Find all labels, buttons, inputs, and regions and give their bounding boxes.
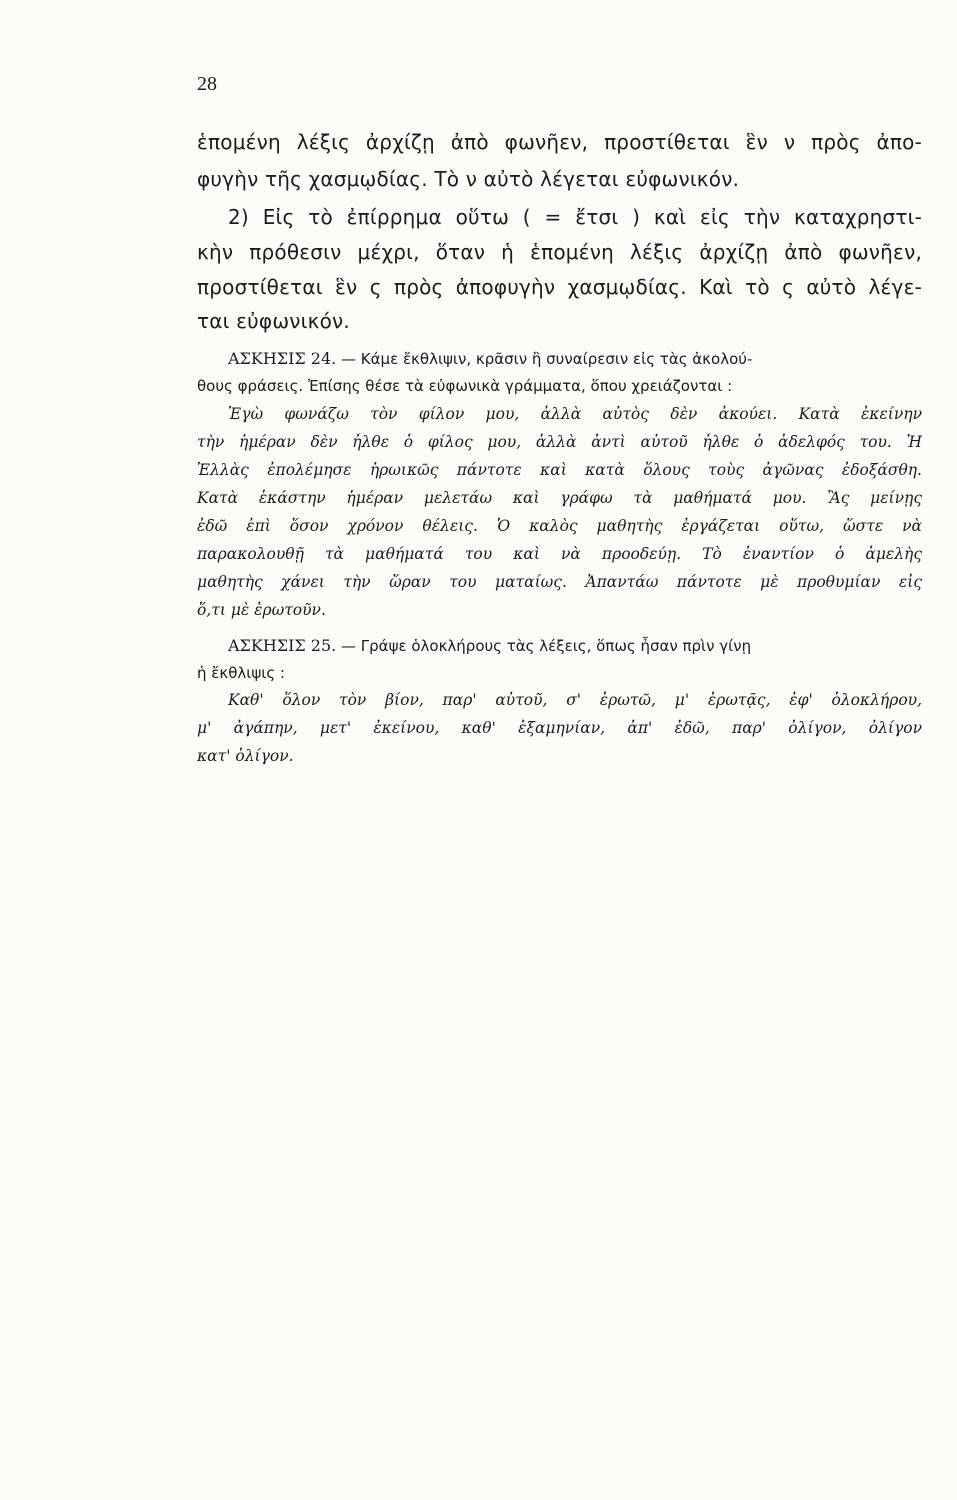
paragraph-1-line-1: ἑπομένη λέξις ἀρχίζῃ ἀπὸ φωνῆεν, προστίθεται ἓν ν πρὸς ἀπο- [197,130,922,154]
exercise-24-heading: ΑΣΚΗΣΙΣ 24. [228,349,337,368]
exercise-24-line-1 [228,349,922,368]
exercise-25-words-1: Καθ' ὅλον τὸν βίον, παρ' αὐτοῦ, σ' ἐρωτῶ, μ' ἐρωτᾷς, ἐφ' ὁλοκλήρου, [228,691,922,709]
exercise-24-instruction-2: θους φράσεις. Ἐπίσης θέσε τὰ εὐφωνικὰ γράμματα, ὅπου χρειάζονται : [197,377,733,395]
exercise-24-sentence-2: τὴν ἡμέραν δὲν ἦλθε ὁ φίλος μου, ἀλλὰ ἀντὶ αὐτοῦ ἦλθε ὁ ἀδελφός του. Ἡ [197,433,922,451]
exercise-24-sentence-6: παρακολουθῇ τὰ μαθήματά του καὶ νὰ προοδεύῃ. Τὸ ἐναντίον ὁ ἀμελὴς [197,545,922,563]
page-number: 28 [197,73,217,95]
exercise-24-sentence-3: Ἑλλὰς ἐπολέμησε ἡρωικῶς πάντοτε καὶ κατὰ ὅλους τοὺς ἀγῶνας ἐδοξάσθη. [197,461,922,479]
paragraph-2-line-3: προστίθεται ἓν ς πρὸς ἀποφυγὴν χασμῳδίας. Καὶ τὸ ς αὐτὸ λέγε- [197,275,922,299]
exercise-25-words-2: μ' ἀγάπην, μετ' ἐκείνου, καθ' ἑξαμηνίαν, ἀπ' ἐδῶ, παρ' ὀλίγον, ὀλίγον [197,719,922,737]
exercise-24-sentence-4: Κατὰ ἑκάστην ἡμέραν μελετάω καὶ γράφω τὰ μαθήματά μου. Ἂς μείνῃς [197,489,922,507]
exercise-25-words-3: κατ' ὀλίγον. [197,747,294,765]
exercise-24-sentence-5: ἐδῶ ἐπὶ ὅσον χρόνον θέλεις. Ὁ καλὸς μαθητὴς ἐργάζεται οὕτω, ὥστε νὰ [197,517,922,535]
exercise-25-line-1 [228,636,922,655]
paragraph-2-line-2: κὴν πρόθεσιν μέχρι, ὅταν ἡ ἑπομένη λέξις ἀρχίζῃ ἀπὸ φωνῆεν, [197,240,922,264]
exercise-24-sentence-7: μαθητὴς χάνει τὴν ὥραν του ματαίως. Ἀπαντάω πάντοτε μὲ προθυμίαν εἰς [197,573,922,591]
paragraph-2-line-4: ται εὐφωνικόν. [197,309,350,333]
exercise-24-sentence-1: Ἐγὼ φωνάζω τὸν φίλον μου, ἀλλὰ αὐτὸς δὲν ἀκούει. Κατὰ ἐκείνην [228,405,922,423]
exercise-24-sentence-8: ὅ,τι μὲ ἐρωτοῦν. [197,601,326,619]
paragraph-1-line-2: φυγὴν τῆς χασμῳδίας. Τὸ ν αὐτὸ λέγεται εὐφωνικόν. [197,167,740,191]
exercise-24-instruction-1: — Κάμε ἔκθλιψιν, κρᾶσιν ἢ συναίρεσιν εἰς τὰς ἀκολού- [341,350,753,368]
exercise-25-heading: ΑΣΚΗΣΙΣ 25. [228,636,337,655]
exercise-25-instruction-1: — Γράψε ὁλοκλήρους τὰς λέξεις, ὅπως ἦσαν πρὶν γίνῃ [341,637,752,655]
paragraph-2-line-1: 2) Εἰς τὸ ἐπίρρημα οὕτω ( = ἔτσι ) καὶ εἰς τὴν καταχρηστι- [228,205,922,229]
exercise-25-instruction-2: ἡ ἔκθλιψις : [197,664,285,682]
